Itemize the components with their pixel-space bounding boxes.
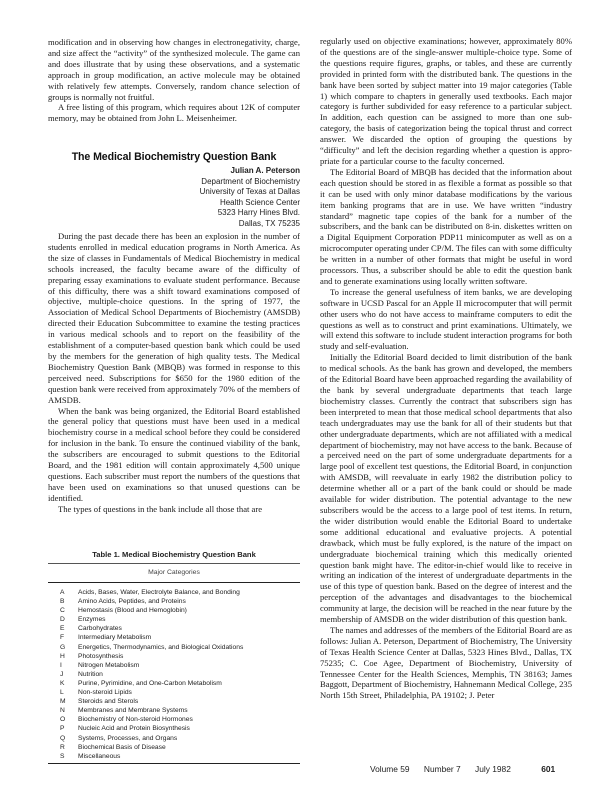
category-code: M [60,698,66,706]
category-code: G [60,643,66,651]
journal-number: Number 7 [423,764,461,774]
category-name: Hemostasis (Blood and Hemoglobin) [78,607,187,615]
paragraph: A free listing of this program, which requires about 12K of computer memory, may be obtained from John L. Meisenheimer. [48,102,300,124]
category-name: Biochemical Basis of Disease [78,743,166,751]
affiliation-line: 5323 Harry Hines Blvd. [217,208,300,218]
category-code: O [60,716,66,724]
category-name: Systems, Processes, and Organs [78,734,178,742]
author-affiliation [48,166,300,230]
paragraph: When the bank was being organized, the Editorial Board established the general policy that questions must have been used in a medical biochemistry course in a medical school before they could be considered for inclusion in the bank. To ensure the continued viability of the bank, the subscribers are encouraged to submit questions to the Editorial Board, and the 1981 edition will contain approximately 4,500 unique questions. Each subscriber must report the numbers of the questions that have been used on examinations so that unused questions can be identified. [48,405,300,503]
paragraph: regularly used on objective examinations; however, approximately 80% of the questions are of the single-answer multiple-choice type. Some of the questions require figures, graphs, or tables, and these are currently provided in printed form with the distributed bank. The questions in the bank have been sorted by subject matter into 19 major categories (Table 1) which compare to chapters in generally used textbooks. Each major category is further subdivided for easy reference to a particular subject. In addition, each question can be assigned to more than one sub-category, the basis of categorization being the topical thrust and correct answer. We discarded the option of grouping the questions by “difficulty” and left the decision regarding whether a question is appropriate for a particular course to the faculty concerned. [320,36,572,166]
category-name: Amino Acids, Peptides, and Proteins [78,598,186,606]
article-body-left [48,231,300,515]
page-number: 601 [541,764,556,774]
category-code: N [60,707,65,715]
paragraph: The names and addresses of the members of the Editorial Board are as follows: Julian A. Peterson, Department of Biochemistry, The University of Texas Health Science Center at Dallas, 5323 Hines Blvd., Dallas, TX 75235; C. Coe Agee, Department of Biochemistry, University of Tennessee Center for the Health Sciences, Memphis, TN 38163; James Baggott, Department of Biochemistry, Hahnemann Medical College, 235 North 15th Street, Philadelphia, PA 19102; J. Peter [320,624,572,701]
category-code: P [60,725,65,733]
page-footer [370,764,555,774]
category-code: B [60,598,65,606]
category-code: C [60,607,65,615]
category-code: D [60,616,65,624]
table-row [48,743,300,752]
category-name: Enzymes [78,616,106,624]
paragraph: modification and in observing how changes in electronegativity, charge, and size affect the “activity” of the synthesized molecule. The game can and does illustrate that by using these observations, and a systematic approach in group modification, an active molecule may be obtained with relatively few attempts. Conversely, random chance selection of groups is normally not fruitful. [48,37,300,102]
category-code: F [60,634,65,642]
category-name: Nutrition [78,670,103,678]
paragraph: During the past decade there has been an explosion in the number of students enrolled in medical education programs in North America. As the size of classes in Fundamentals of Medical Biochemistry in medical schools increased, the faculty became aware of the difficulty of preparing essay examinations to evaluate student performance. Because of this difficulty, there was a shift toward examinations composed of objective, multiple-choice questions. In the spring of 1977, the Association of Medical School Departments of Biochemistry (AMSDB) directed their Education Subcommittee to examine the testing practices in various medical schools and to report on the feasibility of the establishment of a computer-based question bank which could be used by the members for the generation of high quality tests. The Medical Biochemistry Question Bank (MBQB) was formed in response to this perceived need. Subscriptions for $650 for the 1980 edition of the question bank were received from approximately 70% of the members of AMSDB. [48,231,300,405]
table-body [48,583,300,763]
category-name: Membranes and Membrane Systems [78,707,188,715]
category-code: H [60,652,65,660]
paragraph: Initially the Editorial Board decided to limit distribution of the bank to medical schools. As the bank has grown and developed, the members of the Editorial Board have been approached regarding the availability of the bank by several undergraduate departments that teach large biochemistry classes. Currently the contract that subscribers sign has been interpreted to mean that those medical school departments that also teach undergraduates may use the bank for all of their students but that other undergraduate departments, which are not affiliated with a medical department of biochemistry, may not have access to the bank. Because of a perceived need on the part of some undergraduate departments for a large pool of excellent test questions, the Editorial Board, in conjunction with AMSDB, will reevaluate in early 1982 the distribution policy to determine whether all or a part of the bank could or should be made available for wider distribution. The potential advantage to the new subscribers would be the access to a large pool of test items. In return, the wider distribution would enable the Editorial Board to undertake some additional educational and evaluative projects. A potential drawback, which must be fully explored, is the nature of the impact on undergraduate biochemical training which this medically oriented question bank might have. The editor-in-chief would like to receive in writing an indication of the interest of undergraduate departments in the use of this type of question bank. Based on the degree of interest and the perception of the advantages and disadvantages to the biochemical community at large, the decision will be reached in the near future by the membership of AMSDB on the wider distribution of this question bank. [320,352,572,625]
table-bottom-rule [48,763,300,764]
table-row [48,724,300,733]
category-code: L [60,689,64,697]
categories-table [48,550,300,764]
category-name: Nucleic Acid and Protein Biosynthesis [78,725,190,733]
affiliation-line: University of Texas at Dallas [199,187,300,197]
category-code: R [60,743,65,751]
journal-volume: Volume 59 [370,764,410,774]
author-name: Julian A. Peterson [230,166,300,175]
category-name: Purine, Pyrimidine, and One-Carbon Metabolism [78,679,222,687]
category-name: Miscellaneous [78,752,121,760]
category-name: Steroids and Sterols [78,698,139,706]
table-row [48,697,300,706]
table-row [48,606,300,615]
category-code: E [60,625,65,633]
category-name: Non-steroid Lipids [78,689,132,697]
left-column-continued-text [48,37,300,124]
category-code: J [60,670,64,678]
category-name: Photosynthesis [78,652,124,660]
paragraph: The types of questions in the bank include all those that are [58,503,263,514]
category-name: Intermediary Metabolism [78,634,152,642]
paragraph: The Editorial Board of MBQB has decided that the information about each question should be stored in as flexible a format as possible so that it can be used with only minor database modifications by the various item banking programs that are in use. We have written “industry standard” magnetic tape copies of the bank for a number of the subscribers, and the bank can be distributed on 8-in. diskettes written on a Digital Equipment Corporation PDP11 minicomputer as well as on a microcomputer operating under CP/M. The files can with some difficulty be written in a number of other formats that might be useful in word processors. Thus, a subscriber should be able to edit the question bank and to generate examinations using locally written software. [320,166,572,286]
category-code: K [60,679,65,687]
category-name: Acids, Bases, Water, Electrolyte Balance, and Bonding [78,589,240,596]
article-title: The Medical Biochemistry Question Bank [71,151,277,163]
affiliation-line: Department of Biochemistry [201,176,300,186]
category-name: Nitrogen Metabolism [78,661,140,669]
category-name: Carbohydrates [78,625,122,633]
category-code: I [60,661,62,669]
table-row [48,688,300,697]
affiliation-line: Dallas, TX 75235 [238,218,300,228]
table-row [48,615,300,624]
table-row [48,661,300,670]
category-name: Biochemistry of Non-steroid Hormones [78,716,193,724]
table-row [48,706,300,715]
table-row [48,752,300,761]
article-body-right [320,36,572,701]
table-row [48,597,300,606]
category-code: S [60,752,65,760]
paragraph: To increase the general usefulness of item banks, we are developing software in UCSD Pascal for an Apple II microcomputer that will permit other users who do not have access to mainframe computers to edit the questions as well as to construct and print examinations. Ultimately, we will extend this software to include student interaction programs for both study and self-evaluation. [320,286,572,352]
table-row [48,679,300,688]
table-subheader: Major Categories [148,569,200,576]
table-row [48,715,300,724]
table-row [48,670,300,679]
table-row [48,588,300,597]
category-code: Q [60,734,66,742]
table-row [48,652,300,661]
table-title: Table 1. Medical Biochemistry Question Bank [92,550,256,559]
table-row [48,624,300,633]
table-row [48,734,300,743]
affiliation-line: Health Science Center [219,197,300,207]
category-name: Energetics, Thermodynamics, and Biological Oxidations [78,643,244,651]
category-code: A [60,589,65,596]
journal-date: July 1982 [475,764,511,774]
table-row [48,643,300,652]
table-row [48,633,300,642]
